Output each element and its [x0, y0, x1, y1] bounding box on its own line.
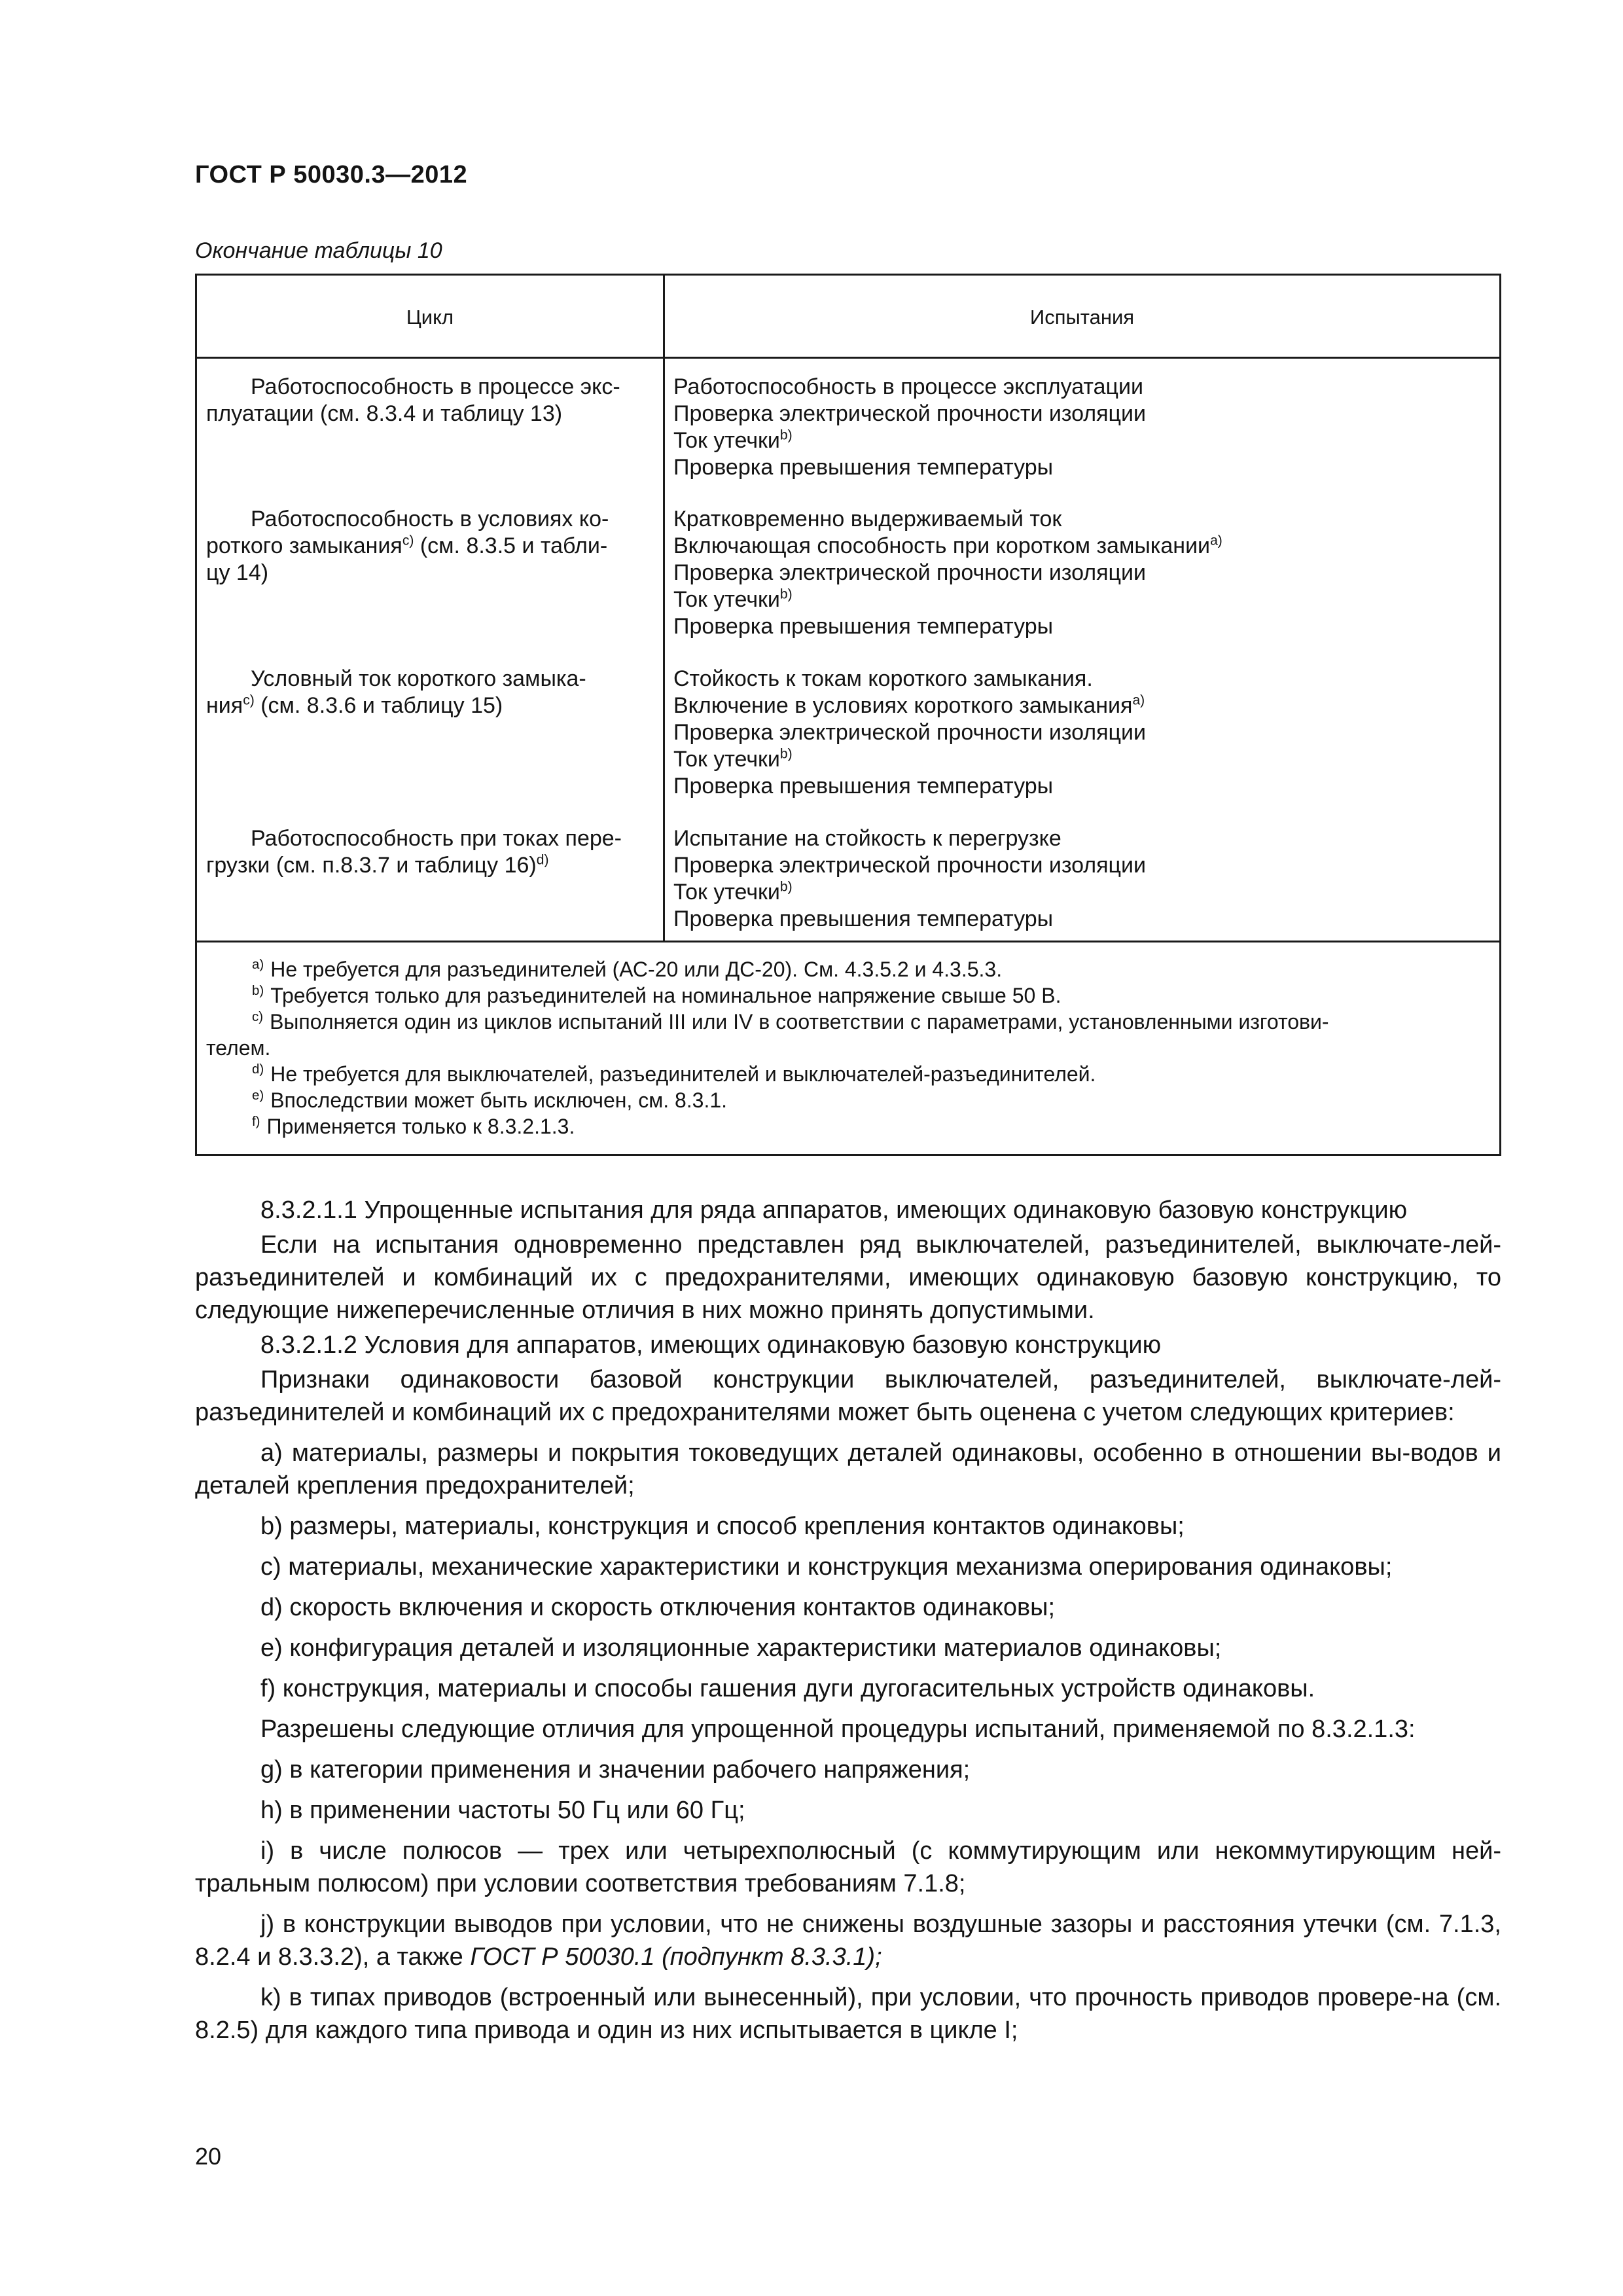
clause-heading: 8.3.2.1.2 Условия для аппаратов, имеющих одинаковую базовую конструкцию — [260, 1331, 1162, 1359]
table-row-tests: Испытание на стойкость к перегрузке Проверка электрической прочности изоляции Ток утечки$^{b)}$ Проверка превышения температуры — [673, 826, 1147, 931]
clause-heading: 8.3.2.1.1 Упрощенные испытания для ряда аппаратов, имеющих одинаковую базовую конструкцию — [260, 1196, 1408, 1224]
footnote: $^{d)}$ Не требуется для выключателей, разъединителей и выключателей-разъединителей. — [252, 1062, 1096, 1086]
footnote-continuation: телем. — [206, 1036, 271, 1060]
footnote: $^{b)}$ Требуется только для разъединителей на номинальное напряжение свыше 50 В. — [252, 983, 1061, 1007]
footnote: $^{c)}$ Выполняется один из циклов испытаний III или IV в соответствии с параметрами, установленными изготови- — [252, 1009, 1329, 1033]
criterion-item: e) конфигурация деталей и изоляционные характеристики материалов одинаковы; — [260, 1634, 1222, 1662]
footnote-divider — [197, 941, 1499, 942]
criterion-item: c) материалы, механические характеристики и конструкция механизма оперирования одинаковы; — [260, 1553, 1393, 1581]
table-row-cycle: Работоспособность при токах пере- грузки (см. п.8.3.7 и таблицу 16)$^{d)}$ — [206, 826, 622, 878]
footnote: $^{e)}$ Впоследствии может быть исключен, см. 8.3.1. — [252, 1088, 728, 1112]
table-footnotes — [206, 956, 1491, 1139]
column-divider — [663, 276, 665, 941]
difference-item: i) в числе полюсов — трех или четырехполюсный (с коммутирующим или некоммутирующим ней-тральным полюсом) при условии соответствия требованиям 7.1.8; — [195, 1837, 1501, 1897]
footnote: $^{a)}$ Не требуется для разъединителей (АС-20 или ДС-20). См. 4.3.5.2 и 4.3.5.3. — [252, 957, 1003, 981]
paragraph: Признаки одинаковости базовой конструкции выключателей, разъединителей, выключате-лей-разъединителей и комбинаций их с предохранителями может быть оценена с учетом следующих критериев: — [195, 1366, 1501, 1426]
table-row-tests: Работоспособность в процессе эксплуатации Проверка электрической прочности изоляции Ток утечки$^{b)}$ Проверка превышения температуры — [673, 374, 1147, 480]
header-divider — [197, 357, 1499, 359]
table-row-cycle: Работоспособность в процессе экс- плуатации (см. 8.3.4 и таблицу 13) — [206, 374, 620, 426]
body-text — [195, 1194, 1501, 2054]
table-row-tests: Стойкость к токам короткого замыкания. Включение в условиях короткого замыкания$^{a)}$ Проверка электрической прочности изоляции Ток утечки$^{b)}$ Проверка превышения температуры — [673, 666, 1147, 798]
difference-item: j) в конструкции выводов при условии, что не снижены воздушные зазоры и расстояния утечки (см. 7.1.3, 8.2.4 и 8.3.3.2), а также ГОСТ Р 50030.1 (подпункт 8.3.3.1); — [195, 1910, 1501, 1971]
table-row-tests: Кратковременно выдерживаемый ток Включающая способность при коротком замыкании$^{a)}$ Проверка электрической прочности изоляции Ток утечки$^{b)}$ Проверка превышения температуры — [673, 507, 1222, 639]
column-header-tests: Испытания — [1029, 306, 1135, 329]
difference-item: h) в применении частоты 50 Гц или 60 Гц; — [260, 1797, 745, 1824]
criterion-item: f) конструкция, материалы и способы гашения дуги дугогасительных устройств одинаковы. — [260, 1675, 1315, 1702]
page-number: 20 — [195, 2143, 222, 2170]
footnote: $^{f)}$ Применяется только к 8.3.2.1.3. — [252, 1114, 575, 1138]
criterion-item: а) материалы, размеры и покрытия токоведущих деталей одинаковы, особенно в отношении вы-водов и деталей крепления предохранителей; — [195, 1439, 1501, 1499]
column-header-cycle: Цикл — [406, 306, 454, 329]
paragraph: Если на испытания одновременно представлен ряд выключателей, разъединителей, выключате-лей-разъединителей и комбинаций их с предохранителями, имеющих одинаковую базовую конструкцию, то следующие нижеперечисленные отличия в них можно принять допустимыми. — [195, 1231, 1501, 1324]
difference-item: g) в категории применения и значении рабочего напряжения; — [260, 1756, 971, 1784]
criterion-item: b) размеры, материалы, конструкция и способ крепления контактов одинаковы; — [260, 1513, 1185, 1540]
table-10 — [195, 274, 1501, 1156]
standard-designation: ГОСТ Р 50030.3—2012 — [195, 161, 468, 188]
difference-item: k) в типах приводов (встроенный или вынесенный), при условии, что прочность приводов провере-на (см. 8.2.5) для каждого типа привода и один из них испытывается в цикле I; — [195, 1984, 1501, 2044]
paragraph: Разрешены следующие отличия для упрощенной процедуры испытаний, применяемой по 8.3.2.1.3: — [260, 1715, 1416, 1743]
standard-reference: ГОСТ Р 50030.1 (подпункт 8.3.3.1) — [470, 1943, 876, 1971]
table-caption: Окончание таблицы 10 — [195, 238, 442, 263]
table-row-cycle: Работоспособность в условиях ко- роткого замыкания$^{c)}$ (см. 8.3.5 и табли- цу 14) — [206, 507, 609, 585]
criterion-item: d) скорость включения и скорость отключения контактов одинаковы; — [260, 1594, 1056, 1621]
table-row-cycle: Условный ток короткого замыка- ния$^{c)}$ (см. 8.3.6 и таблицу 15) — [206, 666, 586, 718]
